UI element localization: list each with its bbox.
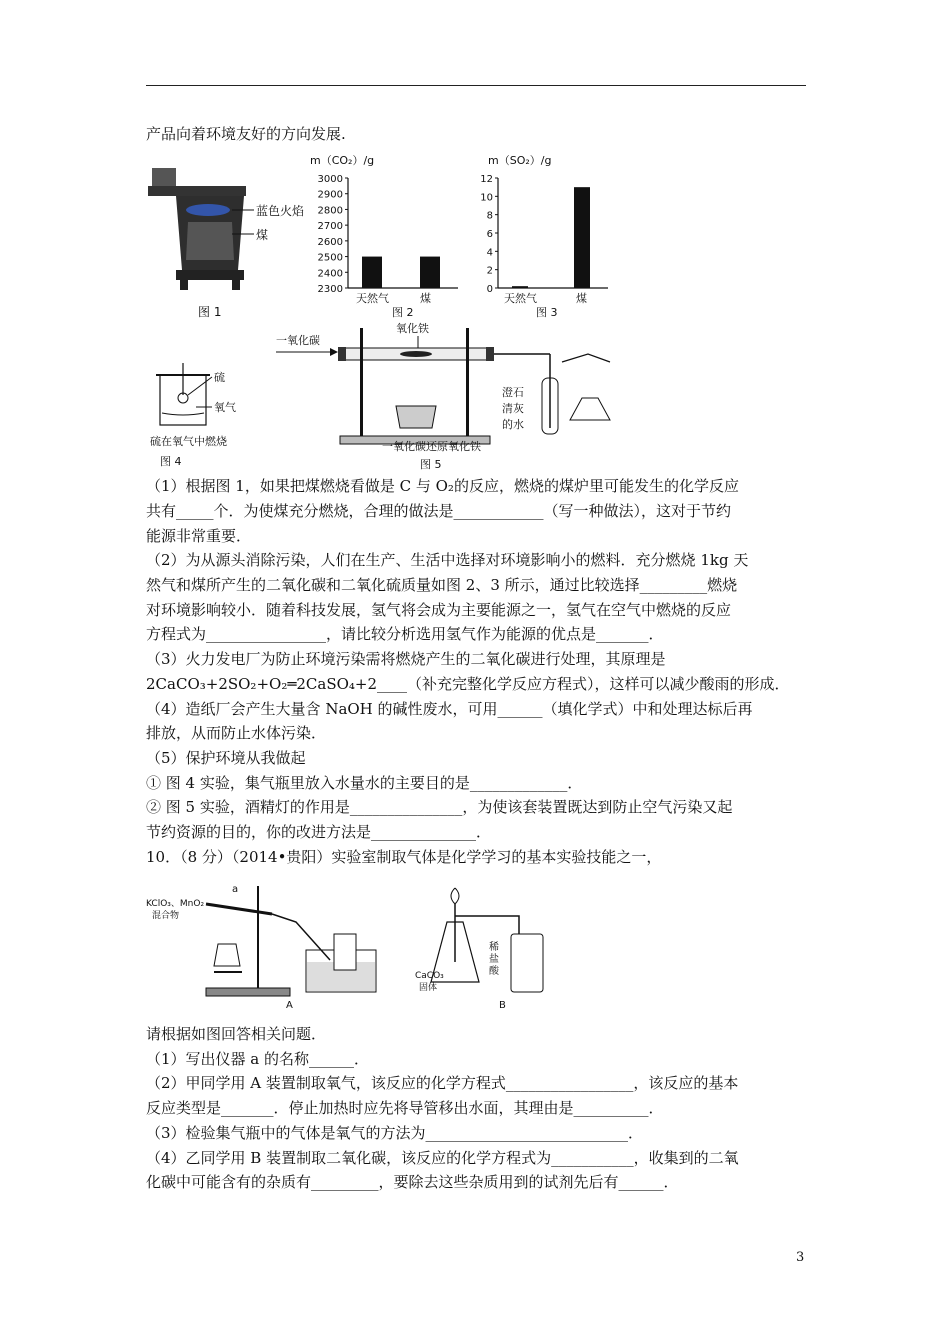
bar-coal (420, 257, 440, 288)
fig3-caption: 图 3 (536, 306, 558, 319)
figA-label-mix-2: 混合物 (152, 911, 180, 921)
figB-label-acid-1: 稀 (489, 942, 499, 953)
figure-a-oxygen-apparatus (146, 882, 386, 1012)
y-tick-label: 2400 (317, 268, 343, 280)
question-line: 然气和煤所产生的二氧化碳和二氧化硫质量如图 2、3 所示，通过比较选择_________燃烧 (146, 576, 738, 594)
fig2-ylabel: m（CO₂）/g (310, 154, 375, 167)
question-line: （4）乙同学用 B 装置制取二氧化碳，该反应的化学方程式为___________，收集到的二氧 (146, 1149, 739, 1167)
y-tick-label: 3000 (317, 174, 343, 185)
y-tick-label: 8 (486, 210, 493, 222)
y-tick-label: 12 (480, 174, 493, 185)
question-line: 对环境影响较小．随着科技发展，氢气将会成为主要能源之一，氢气在空气中燃烧的反应 (146, 601, 732, 619)
fig4-caption: 图 4 (160, 455, 182, 468)
fig1-label-flame: 蓝色火焰 (256, 204, 305, 218)
figB-label-solid-2: 固体 (419, 983, 438, 993)
fig4-label-oxygen: 氧气 (214, 401, 236, 414)
y-tick-label: 2600 (317, 236, 343, 248)
question-line: （3）检验集气瓶中的气体是氧气的方法为___________________________． (146, 1124, 644, 1142)
question-line: （4）造纸厂会产生大量含 NaOH 的碱性废水，可用______（填化学式）中和处理达标后再 (146, 700, 753, 718)
question-line: 排放，从而防止水体污染． (146, 724, 327, 742)
figure-4-sulfur-burning (146, 355, 276, 470)
y-tick-label: 2900 (317, 189, 343, 201)
fig2-cat-coal: 煤 (420, 292, 431, 305)
figA-label-a: a (232, 884, 239, 895)
figure-1-stove (146, 160, 316, 320)
question-line: （1）根据图 1，如果把煤燃烧看做是 C 与 O₂的反应，燃烧的煤炉里可能发生的化学反应 (146, 477, 739, 495)
question-line: 方程式为________________，请比较分析选用氢气作为能源的优点是_______． (146, 625, 664, 643)
bar-coal (574, 187, 590, 288)
question-line: （5）保护环境从我做起 (146, 749, 306, 767)
y-tick-label: 0 (486, 284, 493, 295)
fig3-ylabel: m（SO₂）/g (488, 154, 552, 167)
fig2-caption: 图 2 (392, 306, 414, 319)
figB-label-acid-3: 酸 (489, 966, 499, 977)
intro-text: 产品向着环境友好的方向发展. (146, 125, 346, 143)
figB-label-acid-2: 盐 (489, 954, 499, 965)
fig5-label-co: 一氧化碳 (276, 334, 320, 347)
fig1-label-coal: 煤 (256, 228, 269, 242)
y-tick-label: 10 (480, 192, 493, 204)
y-tick-label: 2 (486, 265, 493, 277)
question-line: ② 图 5 实验，酒精灯的作用是_______________，为使该套装置既达到防止空气污染又起 (146, 798, 733, 816)
bar-natural-gas (362, 257, 382, 288)
fig5-label-limewater-2: 清灰 (502, 402, 524, 415)
figB-caption: B (499, 1000, 506, 1011)
question-line: 请根据如图回答相关问题． (146, 1025, 327, 1043)
bar-natural-gas (512, 286, 528, 288)
y-tick-label: 2700 (317, 221, 343, 233)
question-line: （3）火力发电厂为防止环境污染需将燃烧产生的二氧化碳进行处理，其原理是 (146, 650, 666, 668)
fig5-label-fe2o3: 氧化铁 (396, 322, 429, 335)
fig5-subcaption: 一氧化碳还原氧化铁 (382, 440, 481, 453)
y-tick-label: 2500 (317, 252, 343, 264)
fig2-cat-natural-gas: 天然气 (356, 292, 389, 305)
question-line: （2）甲同学用 A 装置制取氧气，该反应的化学方程式_________________，该反应的基本 (146, 1074, 739, 1092)
question-line: 化碳中可能含有的杂质有_________，要除去这些杂质用到的试剂先后有______． (146, 1173, 679, 1191)
fig5-label-limewater-1: 澄石 (502, 386, 524, 399)
figure-5-co-reduction (270, 318, 630, 473)
fig3-cat-coal: 煤 (576, 292, 587, 305)
figA-caption: A (286, 1000, 293, 1011)
fig1-caption: 图 1 (198, 305, 222, 319)
y-tick-label: 4 (486, 247, 493, 259)
figA-label-mix-1: KClO₃、MnO₂ (146, 899, 205, 909)
fig5-label-limewater-3: 的水 (502, 418, 524, 431)
y-tick-label: 2300 (317, 284, 343, 295)
page-number: 3 (796, 1250, 805, 1265)
figure-2-co2-chart (300, 150, 470, 320)
y-tick-label: 6 (486, 229, 493, 240)
question-line: 反应类型是_______．停止加热时应先将导管移出水面，其理由是__________． (146, 1099, 664, 1117)
fig4-subcaption: 硫在氧气中燃烧 (150, 435, 227, 448)
figure-3-so2-chart (470, 150, 620, 320)
figB-label-solid-1: CaCO₃ (415, 971, 444, 981)
question-line: ① 图 4 实验，集气瓶里放入水量水的主要目的是_____________． (146, 774, 583, 792)
question-10-heading: 10．（8 分）（2014•贵阳）实验室制取气体是化学学习的基本实验技能之一， (146, 848, 662, 866)
question-line: （1）写出仪器 a 的名称______． (146, 1050, 370, 1068)
question-line: （2）为从源头消除污染，人们在生产、生活中选择对环境影响小的燃料．充分燃烧 1kg 天 (146, 551, 749, 569)
question-line: 能源非常重要． (146, 527, 252, 545)
header-rule (146, 85, 806, 86)
question-line: 2CaCO₃+2SO₂+O₂═2CaSO₄+2____（补充完整化学反应方程式），这样可以减少酸雨的形成． (146, 675, 790, 693)
fig3-cat-natural-gas: 天然气 (504, 292, 537, 305)
fig4-label-sulfur: 硫 (214, 371, 225, 384)
question-line: 共有_____个．为使煤充分燃烧，合理的做法是____________（写一种做法），这对于节约 (146, 502, 732, 520)
y-tick-label: 2800 (317, 205, 343, 217)
question-line: 节约资源的目的，你的改进方法是______________． (146, 823, 492, 841)
fig5-caption: 图 5 (420, 458, 442, 471)
figure-b-co2-apparatus (415, 882, 555, 1012)
